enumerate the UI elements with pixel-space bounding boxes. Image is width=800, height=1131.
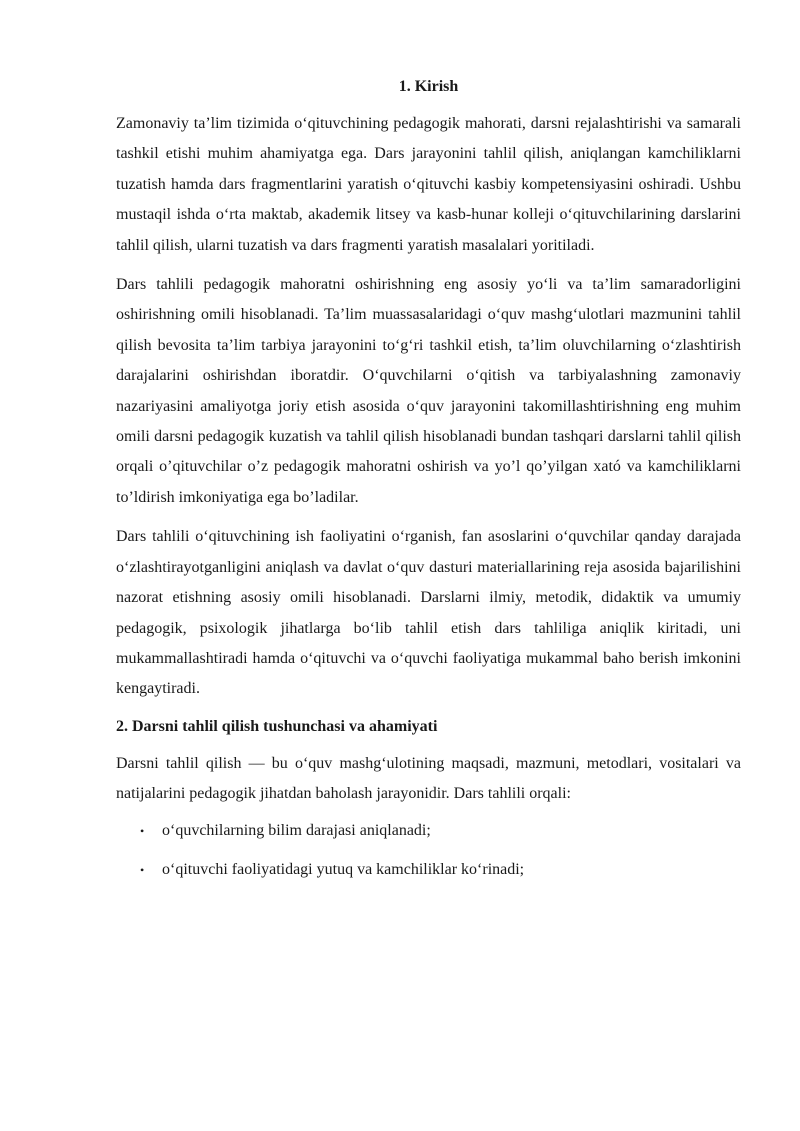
document-page: [116, 74, 741, 897]
bullet-icon: •: [140, 823, 145, 838]
list-item: [116, 858, 741, 882]
section-heading-lesson-analysis: 2. Darsni tahlil qilish tushunchasi va ahamiyati: [116, 717, 438, 735]
list-item-text: o‘quvchilarning bilim darajasi aniqlanadi;: [162, 821, 431, 839]
bullet-icon: •: [140, 862, 145, 877]
list-item: [116, 819, 741, 843]
bullet-list: [116, 819, 741, 882]
paragraph: Zamonaviy ta’lim tizimida o‘qituvchining pedagogik mahorati, darsni rejalashtirishi va samarali tashkil etishi muhim ahamiyatga ega. Dars jarayonini tahlil qilish, aniqlangan kamchiliklarni tuzatish hamda dars fragmentlarini yaratish o‘qituvchi kasbiy kompetensiyasini oshiradi. Ushbu mustaqil ishda o‘rta maktab, akademik litsey va kasb-hunar kolleji o‘qituvchilarining darslarini tahlil qilish, ularni tuzatish va dars fragmenti yaratish masalalari yoritiladi.: [116, 115, 741, 254]
list-item-text: o‘qituvchi faoliyatidagi yutuq va kamchiliklar ko‘rinadi;: [162, 860, 525, 878]
paragraph: Darsni tahlil qilish — bu o‘quv mashg‘ulotining maqsadi, mazmuni, metodlari, vositalari va natijalarini pedagogik jihatdan baholash jarayonidir. Dars tahlili orqali:: [116, 754, 741, 803]
paragraph: Dars tahlili o‘qituvchining ish faoliyatini o‘rganish, fan asoslarini o‘quvchilar qanday darajada o‘zlashtirayotganligini aniqlash va davlat o‘quv dasturi materiallarining reja asosida bajarilishini nazorat etishning asosiy omili hisoblanadi. Darslarni ilmiy, metodik, didaktik va umumiy pedagogik, psixologik jihatlarga bo‘lib tahlil etish dars tahliliga aniqlik kiritadi, uni mukammallashtiradi hamda o‘qituvchi va o‘quvchi faoliyatiga mukammal baho berish imkonini kengaytiradi.: [116, 528, 741, 698]
paragraph: Dars tahlili pedagogik mahoratni oshirishning eng asosiy yo‘li va ta’lim samaradorligini oshirishning omili hisoblanadi. Ta’lim muassasalaridagi o‘quv mashg‘ulotlari mazmunini tahlil qilish bevosita ta’lim tarbiya jarayonini to‘g‘ri tashkil etish, ta’lim oluvchilarning o‘zlashtirish darajalarini oshirishdan iboratdir. O‘quvchilarni o‘qitish va tarbiyalashning zamonaviy nazariyasini amaliyotga joriy etish asosida o‘quv jarayonini takomillashtirishning eng muhim omili darsni pedagogik kuzatish va tahlil qilish hisoblanadi bundan tashqari darslarni tahlil qilish orqali o’qituvchilar o’z pedagogik mahoratni oshirish va yo’l qo’yilgan xató va kamchiliklarni to’ldirish imkoniyatiga ega bo’ladilar.: [116, 276, 741, 506]
section-heading-introduction: 1. Kirish: [398, 78, 459, 95]
